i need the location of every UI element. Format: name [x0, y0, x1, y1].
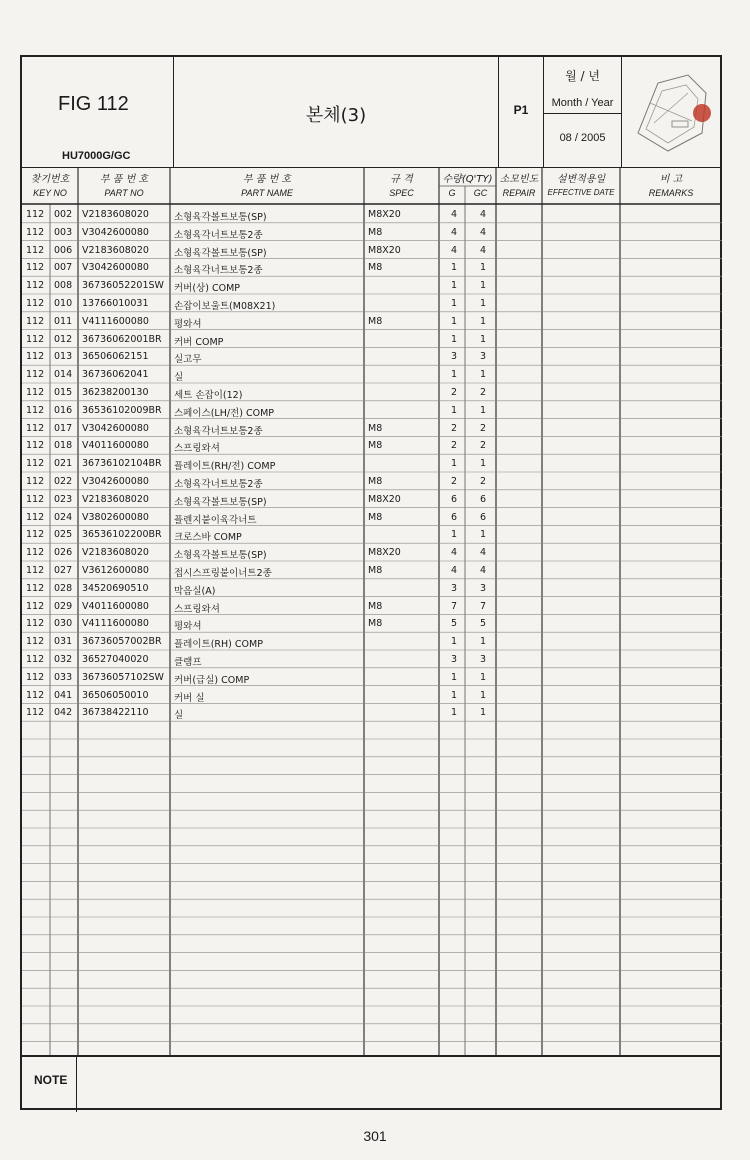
thumbnail-header [622, 57, 722, 167]
col-part-name [170, 168, 364, 204]
cell-part-no: V3042600080 [82, 476, 149, 487]
cell-qty-gc: 1 [479, 458, 487, 470]
col-qty [439, 168, 496, 204]
cell-key-group: 112 [26, 511, 45, 523]
cell-part-name: 스페이스(LH/전) COMP [174, 407, 274, 419]
cell-part-no: V4111600080 [82, 618, 149, 630]
cell-key-no: 002 [54, 209, 73, 220]
cell-qty-gc: 2 [479, 476, 487, 487]
note-row [22, 1055, 722, 1112]
cell-part-name: 실고무 [174, 354, 202, 366]
cell-part-name: 커버 COMP [174, 336, 224, 348]
table-row [22, 704, 722, 722]
cell-key-no: 013 [54, 351, 73, 363]
cell-part-name: 스프링와셔 [174, 443, 220, 455]
note-label: NOTE [34, 1073, 68, 1087]
table-row [22, 242, 722, 260]
table-row [22, 348, 722, 366]
cell-key-no: 016 [54, 404, 73, 416]
cell-qty-g: 4 [450, 226, 458, 238]
cell-qty-gc: 4 [479, 565, 487, 576]
cell-key-group: 112 [26, 493, 45, 505]
cell-key-no: 010 [54, 298, 73, 309]
table-row [22, 526, 722, 544]
cell-part-name: 플렌지붙이육각너트 [174, 514, 257, 526]
cell-part-name: 평와셔 [174, 318, 202, 330]
cell-part-name: 접시스프링붙이너트2종 [174, 568, 272, 579]
note-divider [76, 1057, 77, 1112]
table-row [22, 669, 722, 687]
cell-part-no: 36738422110 [82, 707, 149, 719]
cell-key-no: 025 [54, 529, 73, 541]
cell-qty-g: 1 [450, 458, 458, 470]
cell-part-name: 소형육각볼트보통(SP) [174, 212, 267, 223]
cell-part-no: 36536102009BR [82, 404, 162, 416]
cell-part-name: 세트 손잡이(12) [174, 390, 243, 401]
cell-key-no: 028 [54, 582, 73, 594]
cell-key-no: 041 [54, 689, 73, 701]
cell-key-group: 112 [26, 582, 45, 594]
page-code: P1 [513, 103, 529, 117]
cell-qty-gc: 7 [479, 600, 487, 612]
cell-part-name: 클램프 [174, 657, 202, 668]
cell-qty-g: 1 [450, 671, 458, 683]
cell-qty-g: 1 [450, 262, 458, 274]
table-row [22, 687, 722, 705]
cell-qty-g: 1 [450, 689, 458, 701]
cell-part-no: 36506050010 [82, 689, 149, 701]
parts-table [22, 167, 722, 1056]
cell-spec: M8 [368, 422, 383, 434]
cell-spec: M8X20 [368, 493, 401, 505]
cell-part-name: 소형육각너트보통2종 [174, 479, 263, 490]
cell-key-group: 112 [26, 333, 45, 345]
cell-part-no: 34520690510 [82, 582, 149, 594]
cell-key-no: 033 [54, 671, 73, 683]
cell-part-no: V3042600080 [82, 226, 149, 238]
cell-key-group: 112 [26, 476, 45, 487]
cell-key-group: 112 [26, 262, 45, 274]
cell-part-no: V4011600080 [82, 600, 149, 612]
table-row [22, 420, 722, 438]
cell-spec: M8 [368, 262, 383, 274]
cell-key-group: 112 [26, 226, 45, 238]
table-row [22, 473, 722, 491]
cell-part-no: 36736057002BR [82, 636, 162, 648]
cell-qty-g: 1 [450, 280, 458, 292]
cell-key-group: 112 [26, 351, 45, 363]
cell-part-name: 막음실(A) [174, 585, 216, 597]
cell-qty-g: 4 [450, 547, 458, 559]
cell-qty-gc: 1 [479, 298, 487, 309]
cell-qty-gc: 1 [479, 404, 487, 416]
col-effective-date-eng: EFFECTIVE DATE [547, 188, 615, 197]
cell-key-group: 112 [26, 387, 45, 398]
col-spec-eng: SPEC [389, 188, 414, 198]
table-row [22, 544, 722, 562]
cell-spec: M8X20 [368, 209, 401, 220]
cell-spec: M8 [368, 618, 383, 630]
col-repair [496, 168, 542, 204]
cell-qty-gc: 1 [479, 369, 487, 381]
cell-key-group: 112 [26, 671, 45, 683]
cell-key-no: 008 [54, 280, 73, 292]
cell-part-no: 13766010031 [82, 298, 149, 309]
model-label: HU7000G/GC [62, 150, 131, 162]
table-row [22, 562, 722, 580]
cell-key-no: 030 [54, 618, 73, 630]
col-effective-date [542, 168, 620, 204]
cell-key-group: 112 [26, 565, 45, 576]
cell-qty-gc: 3 [479, 582, 487, 594]
cell-qty-gc: 1 [479, 315, 487, 327]
cell-part-name: 소형육각너트보통2종 [174, 265, 263, 277]
cell-key-group: 112 [26, 689, 45, 701]
cell-part-no: 36536102200BR [82, 529, 162, 541]
cell-key-no: 023 [54, 493, 73, 505]
figure-label: FIG 112 [58, 93, 129, 115]
cell-qty-g: 4 [450, 244, 458, 256]
page-title: 본체(3) [305, 105, 367, 126]
cell-key-group: 112 [26, 618, 45, 630]
cell-part-name: 크로스바 COMP [174, 532, 242, 544]
month-year-value: 08 / 2005 [559, 132, 606, 144]
col-qty-gc: GC [473, 188, 488, 198]
col-effective-date-kor: 설변적용일 [556, 174, 606, 185]
table-row [22, 224, 722, 242]
table-row [22, 384, 722, 402]
cell-qty-gc: 1 [479, 280, 487, 292]
title-header [174, 57, 499, 167]
col-spec [364, 168, 439, 204]
cell-qty-gc: 4 [479, 209, 487, 220]
cell-part-no: V4011600080 [82, 440, 149, 452]
cell-spec: M8X20 [368, 244, 401, 256]
table-row [22, 366, 722, 384]
cell-qty-g: 1 [450, 298, 458, 309]
col-spec-kor: 규 격 [390, 174, 413, 185]
cell-key-no: 003 [54, 226, 73, 238]
cell-qty-gc: 2 [479, 387, 487, 398]
cell-key-group: 112 [26, 547, 45, 559]
cell-qty-gc: 6 [479, 511, 487, 523]
table-row [22, 509, 722, 527]
col-part-no-eng: PART NO [104, 188, 144, 198]
month-year-divider [544, 113, 621, 114]
cell-key-group: 112 [26, 707, 45, 719]
cell-key-group: 112 [26, 209, 45, 220]
cell-part-name: 실 [174, 710, 184, 722]
cell-qty-g: 2 [450, 422, 458, 434]
cell-qty-gc: 4 [479, 547, 487, 559]
cell-key-no: 007 [54, 262, 73, 274]
cell-part-name: 커버(급실) COMP [174, 674, 250, 686]
cell-key-no: 042 [54, 707, 73, 719]
cell-key-no: 022 [54, 476, 73, 487]
cell-part-name: 커버(상) COMP [174, 283, 240, 295]
cell-part-no: V4111600080 [82, 315, 149, 327]
figure-header [22, 57, 174, 167]
table-row [22, 402, 722, 420]
cell-qty-gc: 1 [479, 671, 487, 683]
table-row [22, 598, 722, 616]
cell-part-no: 36527040020 [82, 654, 149, 665]
col-key-no [22, 168, 78, 204]
cell-part-name: 소형육각너트보통2종 [174, 425, 263, 437]
table-row [22, 295, 722, 313]
cell-key-no: 027 [54, 565, 73, 576]
col-key-no-eng: KEY NO [33, 188, 67, 198]
cell-part-name: 소형육각볼트보통(SP) [174, 550, 267, 562]
cell-spec: M8 [368, 600, 383, 612]
cell-part-name: 실 [174, 372, 184, 384]
col-part-name-eng: PART NAME [241, 188, 293, 198]
cell-qty-gc: 1 [479, 529, 487, 541]
cell-spec: M8 [368, 315, 383, 327]
cell-qty-g: 3 [450, 582, 458, 594]
cell-qty-gc: 3 [479, 654, 487, 665]
table-row [22, 331, 722, 349]
cell-qty-g: 1 [450, 707, 458, 719]
cell-key-group: 112 [26, 440, 45, 452]
col-part-no [78, 168, 170, 204]
cell-part-no: V3042600080 [82, 422, 149, 434]
col-repair-eng: REPAIR [502, 188, 536, 198]
page-code-header [499, 57, 544, 167]
cell-qty-g: 2 [450, 476, 458, 487]
cell-key-no: 032 [54, 654, 73, 665]
cell-part-no: 36736057102SW [82, 671, 164, 683]
cell-key-no: 011 [54, 315, 73, 327]
cell-part-no: V3612600080 [82, 565, 149, 576]
cell-key-group: 112 [26, 600, 45, 612]
cell-part-name: 스프링와셔 [174, 603, 220, 615]
cell-qty-gc: 5 [479, 618, 487, 630]
cell-part-no: 36736102104BR [82, 458, 162, 470]
cell-qty-g: 6 [450, 511, 458, 523]
cell-key-no: 018 [54, 440, 73, 452]
cell-qty-gc: 2 [479, 422, 487, 434]
table-row [22, 615, 722, 633]
cell-spec: M8 [368, 476, 383, 487]
cell-spec: M8 [368, 440, 383, 452]
cell-qty-g: 5 [450, 618, 458, 630]
cell-qty-gc: 1 [479, 262, 487, 274]
parts-sheet [20, 55, 722, 1110]
month-year-kor: 월 / 년 [565, 69, 600, 83]
cell-part-name: 플레이트(RH/전) COMP [174, 461, 276, 473]
cell-qty-gc: 1 [479, 707, 487, 719]
cell-qty-gc: 6 [479, 493, 487, 505]
month-year-eng: Month / Year [551, 97, 614, 109]
cell-part-no: 36736052201SW [82, 280, 164, 292]
cell-qty-gc: 1 [479, 689, 487, 701]
machine-thumbnail-icon [628, 63, 714, 159]
cell-key-group: 112 [26, 298, 45, 309]
col-remarks [620, 168, 722, 204]
cell-key-group: 112 [26, 529, 45, 541]
cell-part-no: V3042600080 [82, 262, 149, 274]
cell-key-no: 015 [54, 387, 73, 398]
table-row [22, 259, 722, 277]
cell-key-no: 021 [54, 458, 73, 470]
col-remarks-eng: REMARKS [648, 188, 694, 198]
cell-qty-gc: 2 [479, 440, 487, 452]
cell-qty-g: 4 [450, 209, 458, 220]
cell-key-no: 006 [54, 244, 73, 256]
cell-qty-g: 7 [450, 600, 458, 612]
cell-qty-gc: 4 [479, 244, 487, 256]
cell-qty-g: 1 [450, 369, 458, 381]
table-row [22, 633, 722, 651]
cell-key-no: 024 [54, 511, 73, 523]
cell-key-group: 112 [26, 422, 45, 434]
col-part-no-kor: 부 품 번 호 [99, 174, 149, 185]
cell-key-group: 112 [26, 244, 45, 256]
cell-key-group: 112 [26, 404, 45, 416]
cell-key-group: 112 [26, 458, 45, 470]
cell-spec: M8 [368, 511, 383, 523]
cell-qty-g: 2 [450, 387, 458, 398]
cell-part-no: V2183608020 [82, 209, 149, 220]
cell-key-group: 112 [26, 315, 45, 327]
cell-key-group: 112 [26, 636, 45, 648]
cell-part-no: V2183608020 [82, 547, 149, 559]
cell-spec: M8 [368, 565, 383, 576]
cell-spec: M8X20 [368, 547, 401, 559]
col-repair-kor: 소모빈도 [499, 174, 539, 185]
cell-key-no: 031 [54, 636, 73, 648]
table-row [22, 437, 722, 455]
cell-part-name: 소형육각볼트보통(SP) [174, 247, 267, 259]
cell-qty-gc: 1 [479, 333, 487, 345]
cell-qty-gc: 3 [479, 351, 487, 363]
cell-part-name: 소형육각너트보통2종 [174, 229, 263, 241]
cell-key-no: 026 [54, 547, 73, 559]
cell-qty-g: 2 [450, 440, 458, 452]
cell-part-no: 36736062041 [82, 369, 149, 381]
table-row [22, 206, 722, 224]
cell-qty-g: 1 [450, 404, 458, 416]
cell-key-no: 012 [54, 333, 73, 345]
cell-part-no: 36736062001BR [82, 333, 162, 345]
table-row [22, 651, 722, 669]
table-row [22, 580, 722, 598]
cell-key-group: 112 [26, 654, 45, 665]
cell-spec: M8 [368, 226, 383, 238]
table-row [22, 277, 722, 295]
month-year-header [544, 57, 622, 167]
col-qty-kor: 수량(Q'TY) [442, 174, 493, 185]
cell-qty-g: 1 [450, 333, 458, 345]
cell-qty-gc: 1 [479, 636, 487, 648]
col-key-no-kor: 찾기번호 [30, 174, 70, 185]
cell-part-no: V3802600080 [82, 511, 149, 523]
cell-qty-g: 6 [450, 493, 458, 505]
cell-part-name: 플레이트(RH) COMP [174, 639, 263, 651]
cell-part-name: 손잡이보울트(M08X21) [174, 301, 276, 312]
cell-part-no: 36238200130 [82, 387, 149, 398]
cell-key-group: 112 [26, 369, 45, 381]
cell-qty-gc: 4 [479, 226, 487, 238]
cell-qty-g: 1 [450, 529, 458, 541]
page-number: 301 [363, 1128, 387, 1144]
cell-part-no: V2183608020 [82, 493, 149, 505]
table-row [22, 491, 722, 509]
cell-part-no: 36506062151 [82, 351, 149, 363]
cell-part-name: 커버 실 [174, 692, 205, 704]
col-part-name-kor: 부 품 번 호 [242, 174, 292, 185]
cell-key-no: 029 [54, 600, 73, 612]
col-remarks-kor: 비 고 [659, 174, 683, 185]
cell-qty-g: 4 [450, 565, 458, 576]
col-qty-g: G [448, 188, 456, 198]
cell-key-group: 112 [26, 280, 45, 292]
cell-key-no: 017 [54, 422, 73, 434]
cell-part-no: V2183608020 [82, 244, 149, 256]
table-row [22, 313, 722, 331]
cell-qty-g: 1 [450, 636, 458, 648]
cell-part-name: 평와셔 [174, 621, 202, 633]
table-row [22, 455, 722, 473]
cell-qty-g: 1 [450, 315, 458, 327]
cell-qty-g: 3 [450, 654, 458, 665]
cell-part-name: 소형육각볼트보통(SP) [174, 496, 267, 508]
cell-qty-g: 3 [450, 351, 458, 363]
cell-key-no: 014 [54, 369, 73, 381]
